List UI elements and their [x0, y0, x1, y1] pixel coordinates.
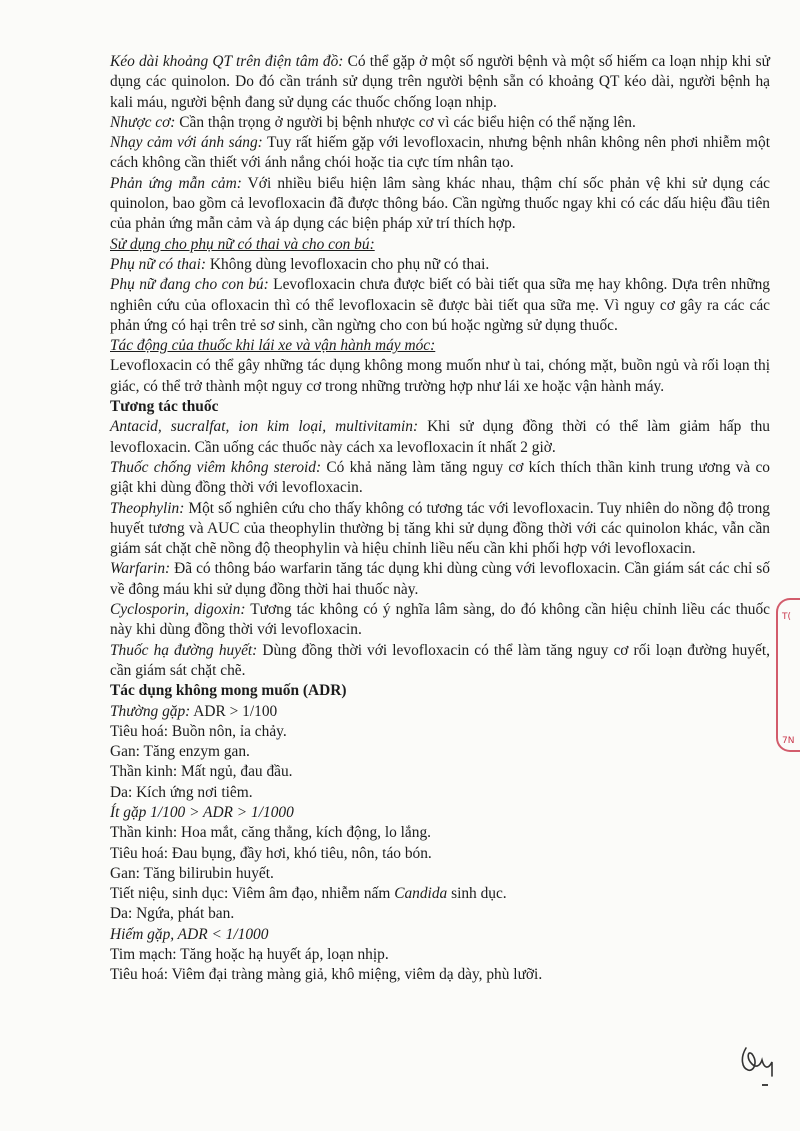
text: Da: Kích ứng nơi tiêm. — [110, 783, 253, 801]
styled-text: Hiếm gặp, ADR < 1/1000 — [110, 925, 269, 943]
text: ADR > 1/100 — [190, 702, 278, 720]
paragraph — [110, 844, 770, 864]
stamp-mark: T( — [782, 612, 792, 622]
text: Tiêu hoá: Đau bụng, đầy hơi, khó tiêu, nôn, táo bón. — [110, 844, 432, 862]
document-body — [110, 52, 770, 986]
styled-text: Kéo dài khoảng QT trên điện tâm đồ: — [110, 53, 344, 70]
styled-text: Nhạy cảm với ánh sáng: — [110, 134, 263, 152]
styled-text: Ít gặp 1/100 > ADR > 1/1000 — [110, 803, 294, 821]
styled-text: Antacid, sucralfat, ion kim loại, multivitamin: — [110, 418, 419, 436]
paragraph — [110, 356, 770, 397]
handwritten-initials — [738, 1040, 778, 1080]
text: Tiết niệu, sinh dục: Viêm âm đạo, nhiễm nấm — [110, 885, 395, 903]
styled-text: Tác động của thuốc khi lái xe và vận hành máy móc: — [110, 337, 436, 355]
styled-text: Phản ứng mẫn cảm: — [110, 174, 242, 192]
styled-text: Thuốc chống viêm không steroid: — [110, 458, 322, 476]
paragraph — [110, 174, 770, 235]
text: Dùng đồng thời với levofloxacin có thể làm tăng nguy cơ rối loạn đường huyết, cần giám sát chặt chẽ. — [110, 641, 770, 679]
styled-text: Thuốc hạ đường huyết: — [110, 641, 258, 659]
paragraph — [110, 945, 770, 965]
styled-text: Phụ nữ có thai: — [110, 255, 207, 273]
text: Không dùng levofloxacin cho phụ nữ có thai. — [206, 255, 490, 273]
text: Có thể gặp ở một số người bệnh và một số hiếm ca loạn nhịp khi sử dụng các quinolon. Do đó cần tránh sử dụng trên người bệnh sẵn có khoảng QT kéo dài, người bệnh hạ kali máu, người bệnh đang sử dụng các thuốc chống loạn nhịp. — [110, 53, 770, 111]
paragraph — [110, 499, 770, 560]
paragraph — [110, 864, 770, 884]
text: Với nhiều biểu hiện lâm sàng khác nhau, thậm chí sốc phản vệ khi sử dụng các quinolon, bao gồm cả levofloxacin đã được thông báo. Cần ngừng thuốc ngay khi có các dấu hiệu đầu tiên của phản ứng mẫn cảm và áp dụng các biện pháp xử trí thích hợp. — [110, 174, 770, 233]
text: sinh dục. — [447, 885, 507, 903]
text: Tuy rất hiếm gặp với levofloxacin, nhưng bệnh nhân không nên phơi nhiễm một cách không cần thiết với ánh nắng chói hoặc tia cực tím nhân tạo. — [110, 134, 770, 172]
paragraph — [110, 52, 770, 113]
styled-text: Tác dụng không mong muốn (ADR) — [110, 682, 347, 700]
paragraph — [110, 823, 770, 843]
paragraph — [110, 702, 770, 722]
section-heading — [110, 397, 770, 417]
text: Đã có thông báo warfarin tăng tác dụng khi dùng cùng với levofloxacin. Cần giám sát các chỉ số về đông máu khi sử dụng đồng thời hai thuốc này. — [110, 560, 770, 598]
section-heading — [110, 681, 770, 701]
text: Gan: Tăng enzym gan. — [110, 743, 250, 761]
paragraph — [110, 600, 770, 641]
styled-text: Phụ nữ đang cho con bú: — [110, 276, 269, 294]
paragraph — [110, 965, 770, 985]
paragraph — [110, 275, 770, 336]
text: Thần kinh: Mất ngủ, đau đầu. — [110, 763, 293, 781]
text: Levofloxacin chưa được biết có bài tiết qua sữa mẹ hay không. Dựa trên những nghiên cứu của ofloxacin thì có thể levofloxacin sẽ được bài tiết qua sữa mẹ. Vì nguy cơ gây ra các các phản ứng có hại trên trẻ sơ sinh, cần ngừng cho con bú hoặc ngừng sử dụng thuốc. — [110, 276, 770, 334]
styled-text: Sử dụng cho phụ nữ có thai và cho con bú: — [110, 235, 375, 253]
styled-text: Warfarin: — [110, 560, 171, 578]
styled-text: Theophylin: — [110, 499, 185, 517]
paragraph — [110, 336, 770, 356]
text: Da: Ngứa, phát ban. — [110, 905, 235, 923]
paragraph — [110, 904, 770, 924]
pen-mark — [762, 1084, 768, 1086]
paragraph — [110, 884, 770, 904]
styled-text: Cyclosporin, digoxin: — [110, 601, 246, 619]
paragraph — [110, 235, 770, 255]
text: Tiêu hoá: Viêm đại tràng màng giả, khô miệng, viêm dạ dày, phù lưỡi. — [110, 966, 543, 984]
text: Khi sử dụng đồng thời có thể làm giảm hấp thu levofloxacin. Cần uống các thuốc này cách xa levofloxacin ít nhất 2 giờ. — [110, 418, 770, 456]
paragraph — [110, 133, 770, 174]
text: Tim mạch: Tăng hoặc hạ huyết áp, loạn nhịp. — [110, 946, 389, 964]
text: Có khả năng làm tăng nguy cơ kích thích thần kinh trung ương và co giật khi dùng đồng thời với levofloxacin. — [110, 458, 770, 497]
text: Một số nghiên cứu cho thấy không có tương tác với levofloxacin. Tuy nhiên do nồng độ trong huyết tương và AUC của theophylin thường bị tăng khi sử dụng đồng thời với các quinolon khác, vẫn cần giám sát chặt chẽ nồng độ theophylin và hiệu chỉnh liều nếu cần khi phối hợp với levofloxacin. — [110, 499, 770, 558]
paragraph — [110, 255, 770, 275]
paragraph — [110, 417, 770, 458]
paragraph — [110, 925, 770, 945]
paragraph — [110, 742, 770, 762]
styled-text: Thường gặp: — [110, 702, 191, 720]
text: Tiêu hoá: Buồn nôn, ỉa chảy. — [110, 722, 287, 740]
paragraph — [110, 458, 770, 499]
stamp-mark: 7N — [782, 736, 795, 746]
paragraph — [110, 113, 770, 133]
paragraph — [110, 803, 770, 823]
text: Tương tác không có ý nghĩa lâm sàng, do đó không cần hiệu chỉnh liều các thuốc này khi dùng đồng thời với levofloxacin. — [110, 601, 770, 639]
styled-text: Candida — [394, 885, 448, 903]
text: Thần kinh: Hoa mắt, căng thẳng, kích động, lo lắng. — [110, 824, 431, 842]
text: Cần thận trọng ở người bị bệnh nhược cơ vì các biểu hiện có thể nặng lên. — [175, 113, 636, 131]
styled-text: Nhược cơ: — [110, 113, 176, 131]
paragraph — [110, 722, 770, 742]
paragraph — [110, 762, 770, 782]
text: Gan: Tăng bilirubin huyết. — [110, 864, 274, 882]
paragraph — [110, 559, 770, 600]
styled-text: Tương tác thuốc — [110, 398, 219, 416]
paragraph — [110, 783, 770, 803]
paragraph — [110, 641, 770, 682]
text: Levofloxacin có thể gây những tác dụng không mong muốn như ù tai, chóng mặt, buồn ngủ và rối loạn thị giác, có thể trở thành một nguy cơ trong những trường hợp như lái xe hoặc vận hành máy. — [110, 357, 770, 395]
